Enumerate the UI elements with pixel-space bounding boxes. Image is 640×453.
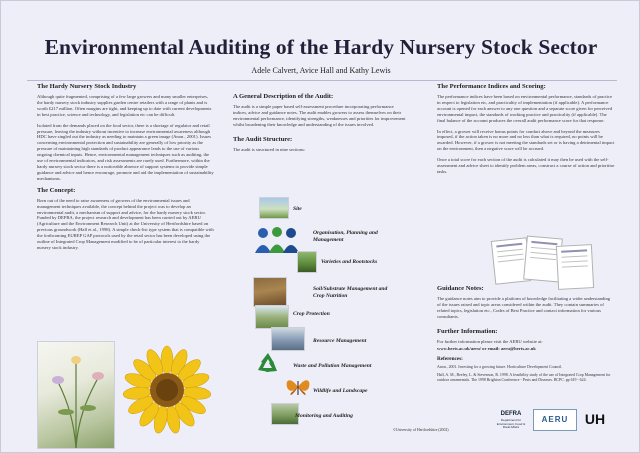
poster-title: Environmental Auditing of the Hardy Nursery Stock Sector [44, 35, 598, 59]
general-description-heading: A General Description of the Audit: [233, 93, 334, 100]
guidance-heading: Guidance Notes: [437, 285, 484, 292]
concept-heading: The Concept: [37, 186, 76, 194]
section-crop-protection: Crop Protection [293, 311, 330, 317]
aeru-logo-text: AERU [541, 415, 569, 424]
section-wildlife: Wildlife and Landscape [313, 388, 368, 394]
butterfly-icon [285, 375, 311, 399]
further-info-paragraph: For further information please visit the AERU website at: [437, 338, 543, 344]
uh-logo [581, 407, 609, 433]
plant-drawing-icon [38, 342, 114, 448]
recycle-icon [255, 351, 281, 375]
header-divider [27, 80, 617, 81]
performance-paragraph-2: In effect, a grower will receive bonus points for conduct above and beyond the measures imposed, if the action taken is no more and no less than what is required, no points will be awarded. However, if a grower is not meeting the standards set or is having a detrimental impact on the environment, then a negative score will be accrued. [437, 128, 615, 152]
section-site: Site [293, 206, 302, 212]
defra-logo [493, 411, 529, 437]
audit-document-thumbnail-3 [556, 244, 594, 290]
references-heading: References: [437, 356, 463, 363]
poster-authors: Adele Calvert, Avice Hall and Kathy Lewis [251, 66, 391, 75]
section-organisation: Organisation, Planning and Management [313, 230, 378, 243]
right-column-top [437, 83, 615, 180]
further-info-heading: Further Information: [437, 327, 498, 335]
sunflower-icon [119, 344, 215, 444]
uh-logo-text: UH [584, 411, 606, 427]
industry-heading: The Hardy Nursery Stock Industry [37, 83, 137, 90]
crop-protection-image [255, 305, 289, 329]
left-column [37, 83, 214, 256]
defra-logo-text: DEFRA [500, 411, 522, 417]
copyright: ©University of Hertfordshire (2002) [393, 428, 449, 432]
soil-image [253, 277, 287, 307]
middle-column [233, 93, 409, 158]
section-monitoring: Monitoring and Auditing [295, 413, 353, 419]
performance-paragraph-3: Once a total score for each section of the audit is calculated it may then be used with the self-assessment and advice sheet to identify problem areas, construct a course of action and prioritise tasks. [437, 157, 615, 174]
defra-logo-subtitle: Department for Environment, Food & Rural Affairs [496, 418, 526, 430]
varieties-image [297, 251, 317, 273]
performance-heading: The Performance Indices and Scoring: [437, 83, 546, 90]
aeru-logo [533, 409, 577, 431]
reference-1: Anon., 2001. Investing for a growing future. Horticulture Development Council. [437, 365, 563, 370]
section-varieties: Varieties and Rootstocks [321, 259, 378, 265]
industry-paragraph-1: Although quite fragmented, comprising of a few large growers and many smaller enterprises, the hardy nursery stock industry supplies garden centre retailers with a range of plants and is worth £217 million. Often margins are tight, and keeping up to date with current developments in best practice, science and technology, and legislation etc can be difficult. [37, 94, 212, 117]
section-waste: Waste and Pollution Management [293, 363, 372, 369]
site-image [259, 197, 289, 219]
section-soil: Soil/Substrate Management and Crop Nutrition [313, 286, 388, 299]
general-description-paragraph: The audit is a simple paper based self-assessment procedure incorporating performance indices, advice and guidance notes. The audit enables growers to assess themselves on their environmental performance, identifying strengths, weaknesses and priorities for improvement whilst broadening their knowledge and understanding of the issues involved. [233, 104, 406, 127]
people-icon [253, 225, 301, 255]
performance-paragraph-1: The performance indices have been based on environmental performance, standards of practice in respect to legislation etc, and practicality of implementation (if applicable). A performance account is opened for each answer to any one question and a separate score given for perceived environmental impact, the standards of working practice and practicality (if applicable). The final balance of the account produces the overall audit performance score for that response. [437, 94, 612, 123]
aeru-website-link[interactable]: www.herts.ac.uk/aeru/ or email: aeru@herts.ac.uk [437, 345, 536, 351]
audit-structure-paragraph: The audit is structured in nine sections: [233, 146, 306, 152]
industry-paragraph-2: Isolated from the demands placed on the food sector, there is a shortage of regulator and retail pressure, leaving the industry without incentive to increase environmental awareness although HDC have singled out the industry as needing to maintain a green image (Anon., 2001). Issues concerning environmental protection and sustainability are generally of low priority as the pressure of maintaining high standards of product appearance leads to the use of various ongoing chemical inputs. Hence, environmental management techniques such as auditing, the use of environmental indicators, and risk assessments are rarely used. Furthermore, within the hardy nursery stock sector there is a noticeable absence of support systems to provide simple guidance and advice and hence encourage, promote and aid the implementation of sustainability mechanisms. [37, 122, 214, 181]
section-resource: Resource Management [313, 338, 367, 344]
guidance-paragraph: The guidance notes aim to provide a platform of knowledge facilitating a wider understanding of the issues raised and topic areas considered within the audit. They contain summaries of related topics, legislation etc., Codes of Best Practice and contact information for various consultants. [437, 296, 611, 319]
reference-2: Hall, A. M., Beeley, L. & Stevenson, R. 1998. A feasibility study of the use of Integrated Crop Management for outdoor ornamentals. The 1998 Brighton Conference - Pests and Diseases. BCPC. pp 619 - 624. [437, 373, 611, 383]
resource-image [271, 327, 305, 351]
concept-paragraph: Born out of the need to raise awareness of growers of the environmental issues and management techniques available, the concept behind the project was to develop an environmental audit, a mechanism of support and advice, for the hardy nursery stock sector. Funded by DEFRA, the project research and development has been carried out by AERU (Agriculture and the Environment Research Unit) at the University of Hertfordshire based on previous groundwork (Hall et al., 1998). A simple check-list type system that is compatible with the forthcoming EUREP GAP protocols used by the retail sector has been developed using the outline of Integrated Crop Management modified to be of particular interest to the hardy nursery stock industry. [37, 197, 214, 250]
right-column-bottom [437, 285, 615, 386]
audit-structure-heading: The Audit Structure: [233, 135, 293, 143]
plant-illustration-image [37, 341, 115, 449]
